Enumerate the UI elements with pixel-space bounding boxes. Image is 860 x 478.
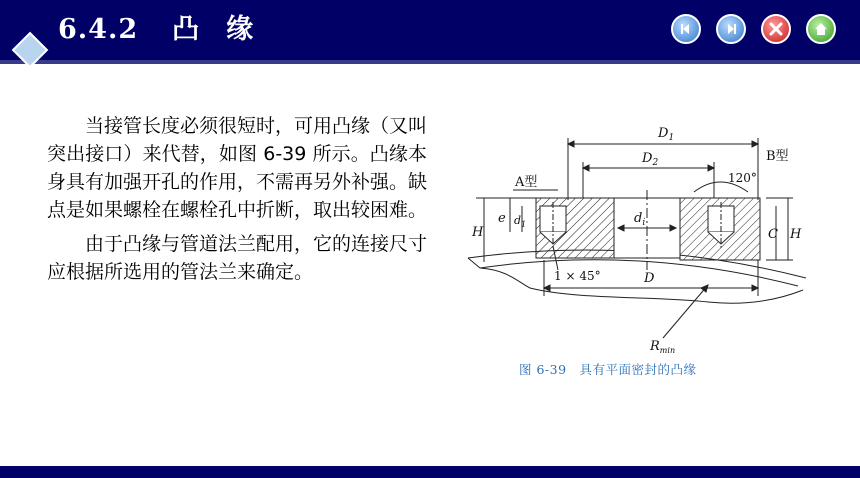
paragraph-1: 当接管长度必须很短时，可用凸缘（又叫突出接口）来代替，如图 6-39 所示。凸缘本身具有加强开孔的作用，不需再另外补强。缺点是如果螺栓在螺栓孔中折断，取出较困难。 [47,115,428,221]
label-D1: $D_1$ [658,126,675,143]
forward-arrow-icon [722,20,740,38]
close-x-icon [767,20,785,38]
body-text [47,112,427,288]
slide-title [58,12,254,48]
label-d1-small: $d_1$ [514,214,527,229]
label-H-left: H [472,225,484,240]
title-char-1: 凸 [172,14,201,45]
label-di: $d_i$ [634,211,646,228]
footer-bar [0,466,860,478]
section-number: 6.4.2 [58,14,139,45]
label-H-right: H [790,227,802,242]
paragraph-2: 由于凸缘与管道法兰配用，它的连接尺寸应根据所选用的管法兰来确定。 [47,233,428,283]
title-bar-underline [0,60,860,64]
label-D2: $D_2$ [642,151,659,168]
figure-caption: 图 6-39 具有平面密封的凸缘 [519,362,697,377]
home-icon [812,20,830,38]
close-button[interactable] [761,14,791,44]
label-chamfer: 1 × 45° [554,269,601,283]
flange-drawing [458,120,818,360]
label-D-bottom: D [644,271,655,286]
title-char-2: 缘 [226,14,255,45]
label-angle: 120° [728,171,757,185]
home-button[interactable] [806,14,836,44]
back-arrow-icon [677,20,695,38]
label-C: C [768,227,778,242]
prev-button[interactable] [671,14,701,44]
label-Rmin: $R_{min}$ [650,339,676,355]
shell-inner-line [480,260,798,286]
label-b-type: B型 [766,149,789,164]
next-button[interactable] [716,14,746,44]
label-a-type: A型 [515,175,538,190]
break-line [480,268,803,303]
label-e: e [498,211,506,226]
